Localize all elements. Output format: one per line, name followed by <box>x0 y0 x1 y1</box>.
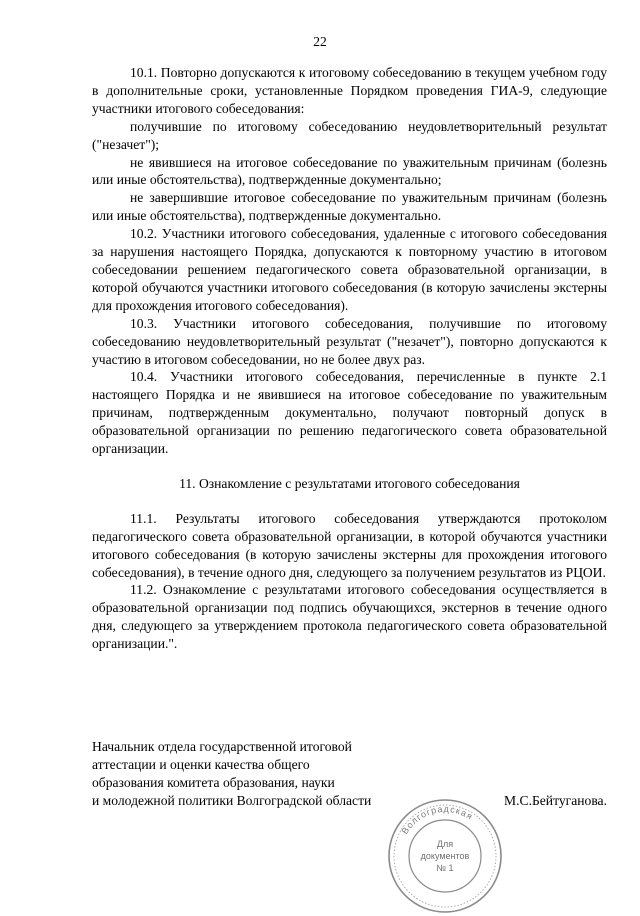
svg-text:Волгоградская <box>400 804 475 836</box>
stamp-center-text: документов <box>420 851 470 861</box>
signature-block <box>92 738 607 810</box>
signature-title-line: аттестации и оценки качества общего <box>92 756 310 772</box>
paragraph-10-1-item-2: не явившиеся на итоговое собеседование по уважительным причинам (болезнь или иные обстоятельства), подтвержденные документально; <box>92 154 607 188</box>
paragraph-10-2: 10.2. Участники итогового собеседования, удаленные с итогового собеседования за нарушения настоящего Порядка, допускаются к повторному участию в итоговом собеседовании решением педагогического совета образовательной организации, в которой обучаются участники итогового собеседования (в которую зачислены экстерны для прохождения итогового собеседования). <box>92 226 607 313</box>
signature-title-line: Начальник отдела государственной итоговой <box>92 739 352 754</box>
page-number: 22 <box>313 34 327 49</box>
stamp-center-text: Для <box>436 839 454 849</box>
signatory-name: М.С.Бейтуганова. <box>504 792 607 808</box>
document-body <box>92 64 607 653</box>
paragraph-10-4: 10.4. Участники итогового собеседования, перечисленные в пункте 2.1 настоящего Порядка и не явившиеся на итоговое собеседование по уважительным причинам, подтвержденным документально, получают повторный допуск в образовательной организации по решению педагогического совета образовательной организации. <box>92 369 607 457</box>
paragraph-11-1: 11.1. Результаты итогового собеседования утверждаются протоколом педагогического совета образовательной организации, в которой обучаются участники итогового собеседования (в которую зачислены экстерны для прохождения итогового собеседования), в течение одного дня, следующего за получением результатов из РЦОИ. <box>92 510 607 580</box>
section-heading: 11. Ознакомление с результатами итогового собеседования <box>179 475 520 491</box>
paragraph-10-1: 10.1. Повторно допускаются к итоговому собеседованию в текущем учебном году в дополнительные сроки, установленные Порядком проведения ГИА-9, следующие участники итогового собеседования: <box>92 65 607 116</box>
signature-last-line <box>92 792 607 810</box>
signature-title-line: образования комитета образования, науки <box>92 774 335 790</box>
paragraph-11-2: 11.2. Ознакомление с результатами итогового собеседования осуществляется в образовательной организации под подпись обучающихся, экстернов в течение одного дня, следующего за утверждением протокола педагогического совета образовательной организации.". <box>92 582 607 652</box>
stamp-center-text: № 1 <box>436 863 454 873</box>
signature-title-line: и молодежной политики Волгоградской области <box>92 792 372 808</box>
paragraph-10-1-item-1: получившие по итоговому собеседованию неудовлетворительный результат ("незачет"); <box>92 118 607 152</box>
stamp-ring-text: Волгоградская <box>399 803 475 836</box>
paragraph-10-1-item-3: не завершившие итоговое собеседование по уважительным причинам (болезнь или иные обстоятельства), подтвержденные документально. <box>92 190 607 224</box>
paragraph-10-3: 10.3. Участники итогового собеседования, получившие по итоговому собеседованию неудовлетворительный результат ("незачет"), повторно допускаются к участию в итоговом собеседовании, но не более двух раз. <box>92 315 607 367</box>
official-stamp <box>385 796 505 916</box>
